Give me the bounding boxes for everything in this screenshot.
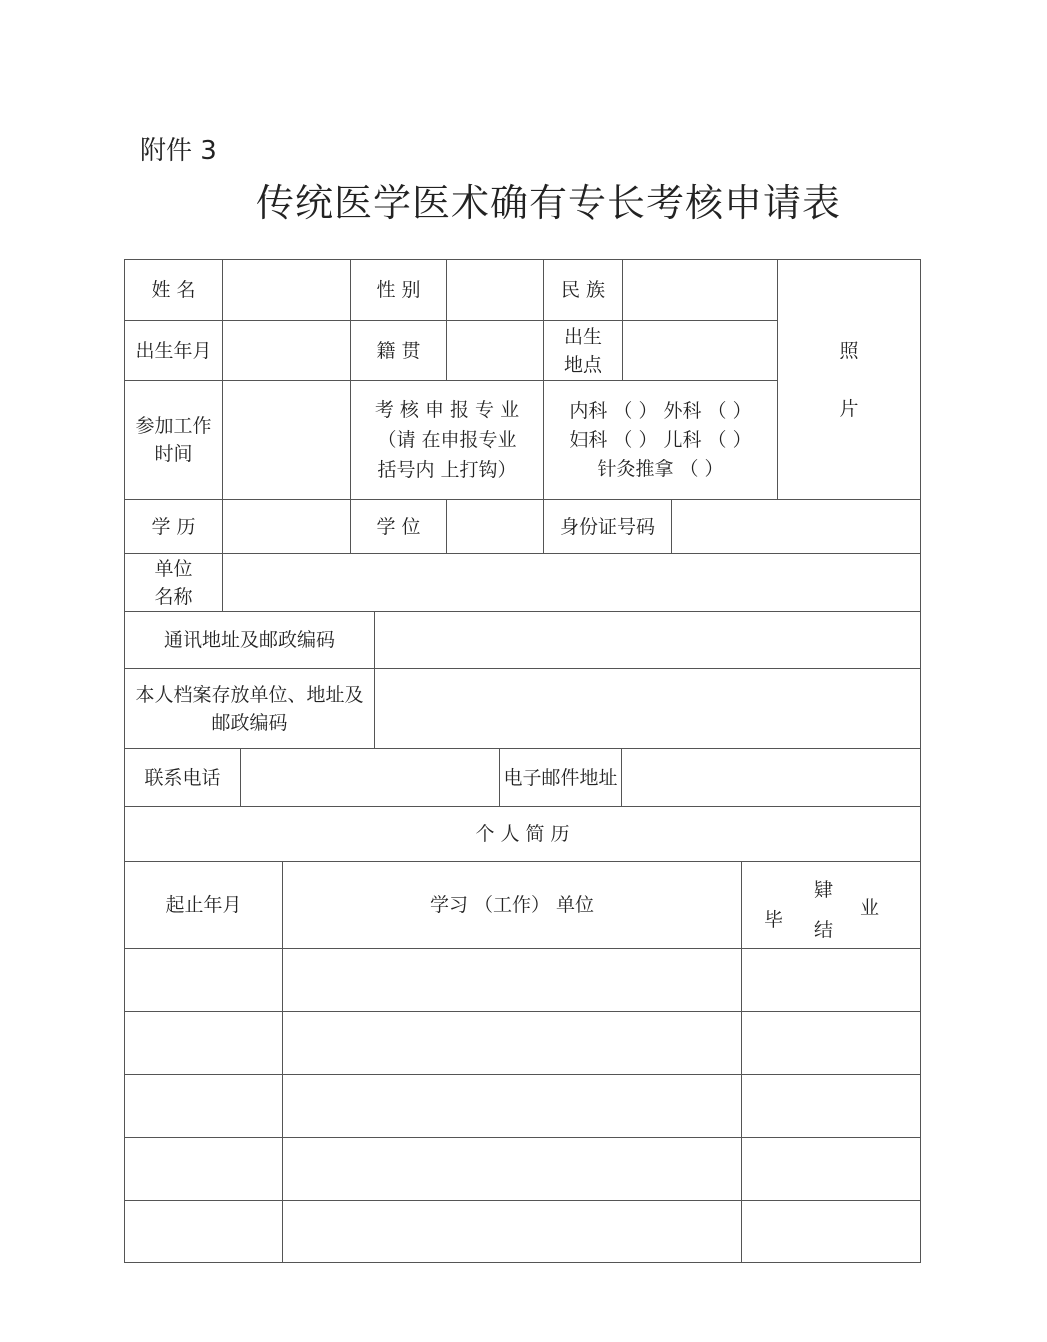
name-field[interactable]: [223, 260, 351, 321]
email-field[interactable]: [622, 749, 920, 807]
resume-unit-cell[interactable]: [283, 1075, 742, 1138]
status-char-2: 业: [860, 897, 880, 919]
application-form: [124, 259, 921, 1263]
gender-label: 性 别: [351, 260, 447, 321]
resume-period-cell[interactable]: [125, 1201, 283, 1262]
archive-field[interactable]: [375, 669, 920, 749]
birth-date-label: 出生年月: [125, 321, 223, 381]
education-field[interactable]: [223, 500, 351, 554]
mailing-address-label: 通讯地址及邮政编码: [125, 612, 375, 669]
archive-label: 本人档案存放单位、地址及 邮政编码: [125, 669, 375, 749]
status-char-4: 结: [814, 919, 834, 941]
birth-place-field[interactable]: [623, 321, 778, 381]
birth-date-field[interactable]: [223, 321, 351, 381]
specialty-options[interactable]: 内科 （ ） 外科 （ ） 妇科 （ ） 儿科 （ ） 针灸推拿 （ ）: [544, 381, 778, 500]
photo-label-1: 照: [839, 339, 859, 362]
ethnicity-label: 民 族: [544, 260, 623, 321]
resume-period-cell[interactable]: [125, 1012, 283, 1075]
phone-field[interactable]: [241, 749, 500, 807]
photo-label-2: 片: [839, 397, 859, 420]
resume-unit-cell[interactable]: [283, 1012, 742, 1075]
degree-field[interactable]: [447, 500, 544, 554]
birth-place-label: 出生 地点: [544, 321, 623, 381]
resume-unit-cell[interactable]: [283, 949, 742, 1012]
resume-status-cell[interactable]: [742, 1138, 920, 1201]
employer-label: 单位 名称: [125, 554, 223, 612]
gender-field[interactable]: [447, 260, 544, 321]
ethnicity-field[interactable]: [623, 260, 778, 321]
employer-field[interactable]: [223, 554, 920, 612]
resume-period-cell[interactable]: [125, 949, 283, 1012]
name-label: 姓 名: [125, 260, 223, 321]
status-char-3: 毕: [764, 909, 784, 931]
work-start-label: 参加工作 时间: [125, 381, 223, 500]
resume-period-cell[interactable]: [125, 1138, 283, 1201]
phone-label: 联系电话: [125, 749, 241, 807]
degree-label: 学 位: [351, 500, 447, 554]
mailing-address-field[interactable]: [375, 612, 920, 669]
col-status-header: [742, 862, 920, 949]
resume-period-cell[interactable]: [125, 1075, 283, 1138]
resume-status-cell[interactable]: [742, 1012, 920, 1075]
email-label: 电子邮件地址: [500, 749, 622, 807]
status-char-1: 肄: [814, 879, 834, 901]
resume-status-cell[interactable]: [742, 1201, 920, 1262]
native-place-label: 籍 贯: [351, 321, 447, 381]
specialty-prompt: 考 核 申 报 专 业 （请 在申报专业 括号内 上打钩）: [351, 381, 544, 500]
id-number-label: 身份证号码: [544, 500, 672, 554]
resume-status-cell[interactable]: [742, 949, 920, 1012]
photo-box[interactable]: [778, 260, 920, 500]
col-period-header: 起止年月: [125, 862, 283, 949]
resume-unit-cell[interactable]: [283, 1201, 742, 1262]
col-unit-header: 学习 （工作） 单位: [283, 862, 742, 949]
resume-status-cell[interactable]: [742, 1075, 920, 1138]
id-number-field[interactable]: [672, 500, 920, 554]
education-label: 学 历: [125, 500, 223, 554]
attachment-label: 附件 3: [140, 136, 217, 166]
resume-section-title: 个 人 简 历: [125, 807, 920, 862]
work-start-field[interactable]: [223, 381, 351, 500]
resume-unit-cell[interactable]: [283, 1138, 742, 1201]
native-place-field[interactable]: [447, 321, 544, 381]
form-title: 传统医学医术确有专长考核申请表: [255, 181, 841, 225]
